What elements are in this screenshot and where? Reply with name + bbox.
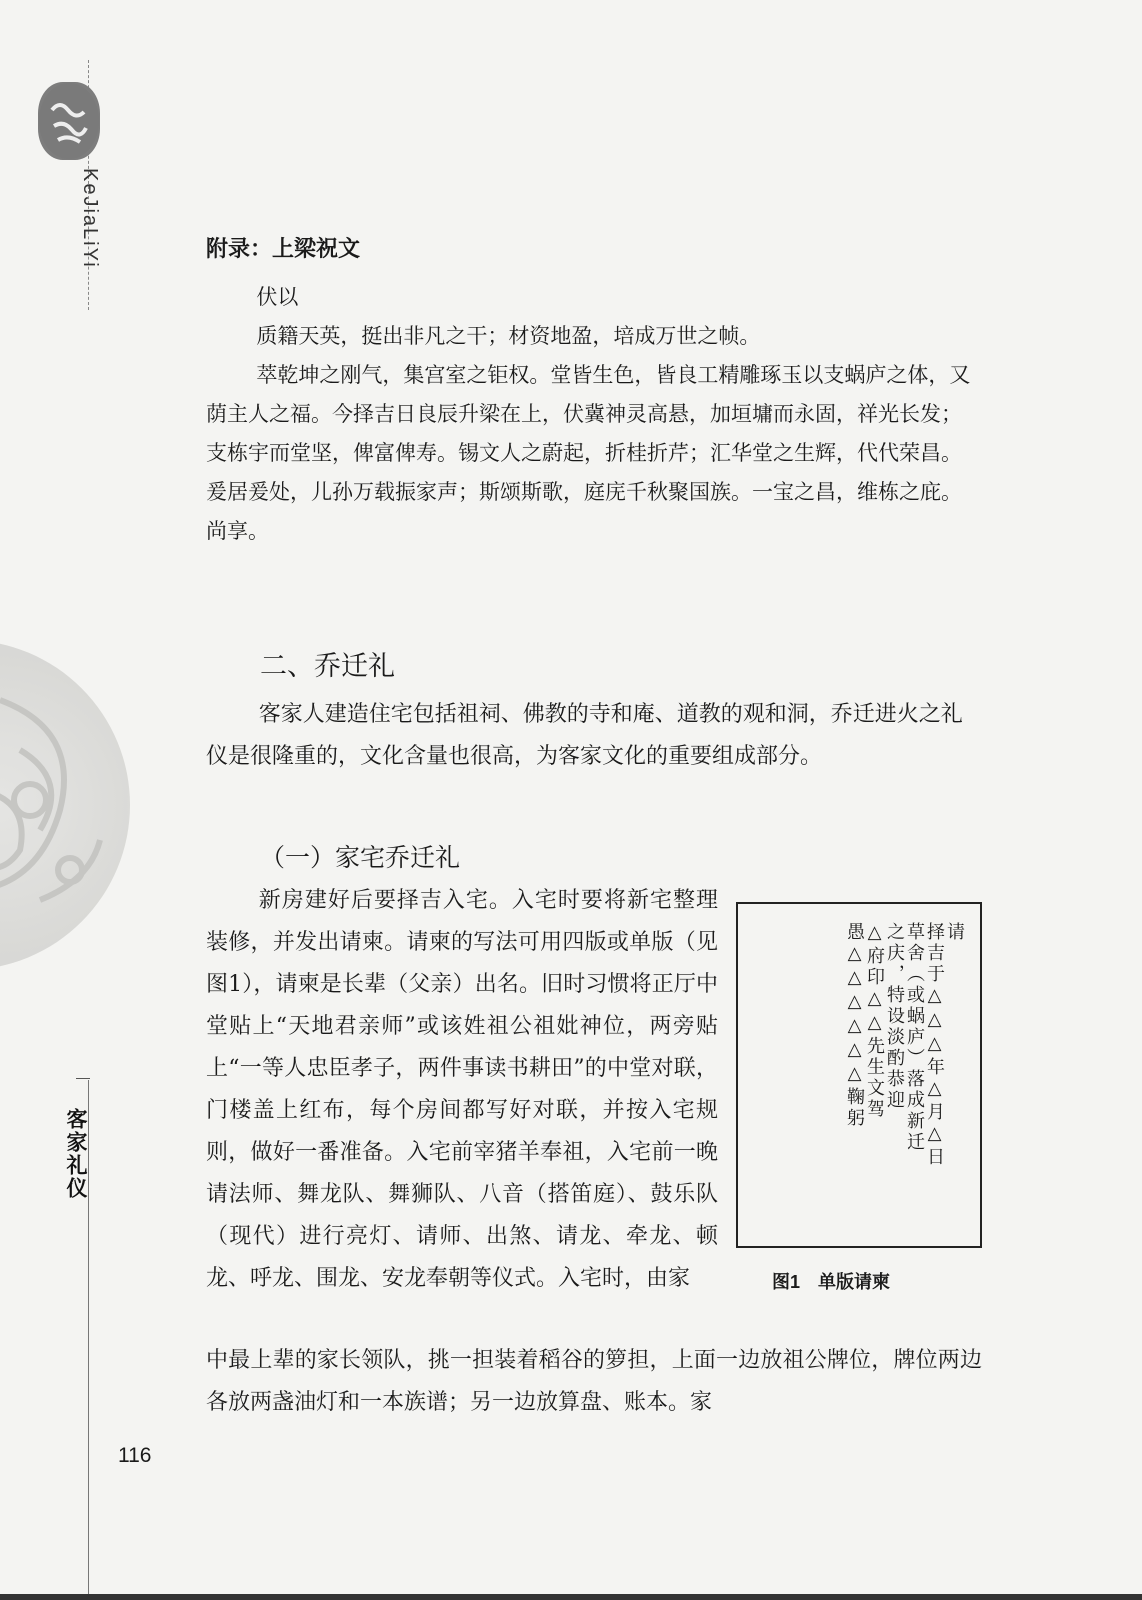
body-paragraph-continued: 中最上辈的家长领队，挑一担装着稻谷的箩担，上面一边放祖公牌位，牌位两边各放两盏油灯和一本族谱；另一边放算盘、账本。家 <box>206 1348 982 1415</box>
body-paragraph-wrapped: 新房建好后要择吉入宅。入宅时要将新宅整理装修，并发出请柬。请柬的写法可用四版或单版（见图1），请柬是长辈（父亲）出名。旧时习惯将正厅中堂贴上“天地君亲师”或该姓祖公祖妣神位，两旁贴上“一等人忠臣孝子，两件事读书耕田”的中堂对联，门楼盖上红布，每个房间都写好对联，并按入宅规则，做好一番准备。入宅前宰猪羊奉祖，入宅前一晚请法师、舞龙队、舞狮队、八音（搭笛庭）、鼓乐队（现代）进行亮灯、请师、出煞、请龙、牵龙、顿龙、呼龙、围龙、安龙奉朝等仪式。入宅时，由家 <box>206 888 718 1291</box>
seal-glyph-icon <box>38 82 100 160</box>
scan-edge <box>0 1594 1142 1600</box>
decorative-pattern-circle <box>0 640 130 970</box>
invitation-line: 请 <box>944 922 965 943</box>
section-heading: 二、乔迁礼 <box>260 651 395 681</box>
series-latin-title: KeJiaLiYi <box>79 168 101 269</box>
book-title-vertical: 客家礼仪 <box>64 1108 87 1200</box>
appendix-paragraph: 萃乾坤之刚气，集宫室之钜权。堂皆生色，皆良工精雕琢玉以支蜗庐之体，又荫主人之福。今择吉日良辰升梁在上，伏冀神灵高悬，加垣墉而永固，祥光长发；支栋宇而堂坚，俾富俾寿。锡文人之蔚起，折桂折芹；汇华堂之生辉，代代荣昌。爰居爰处，儿孙万载振家声；斯颂斯歌，庭庑千秋聚国族。一宝之昌，维栋之庇。尚享。 <box>206 363 971 543</box>
figure-caption: 图1 单版请柬 <box>772 1272 891 1292</box>
page-number: 116 <box>118 1444 152 1467</box>
section-intro-paragraph: 客家人建造住宅包括祖祠、佛教的寺和庵、道教的观和洞，乔迁进火之礼仪是很隆重的，文化含量也很高，为客家文化的重要组成部分。 <box>206 702 963 769</box>
appendix-title: 附录：上梁祝文 <box>206 236 361 261</box>
invitation-line: 择吉于△△△年△月△日 <box>924 922 945 1168</box>
appendix-text <box>206 278 982 551</box>
invitation-signature: 愚△△△△△△鞠躬 <box>844 922 865 1129</box>
cloud-pattern-icon <box>0 640 130 970</box>
invitation-line: 草舍（或蜗庐）落成新迁 <box>904 922 925 1153</box>
invitation-card-figure <box>736 902 982 1248</box>
invitation-line: △府印△△先生文驾 <box>864 922 885 1120</box>
appendix-line: 伏以 <box>256 285 299 309</box>
book-logo-seal <box>38 82 100 160</box>
subsection-heading: （一）家宅乔迁礼 <box>260 843 461 872</box>
appendix-line: 质籍天英，挺出非凡之干；材资地盈，培成万世之帧。 <box>256 324 761 348</box>
invitation-line: 之庆，特设淡酌恭迎 <box>884 922 905 1111</box>
